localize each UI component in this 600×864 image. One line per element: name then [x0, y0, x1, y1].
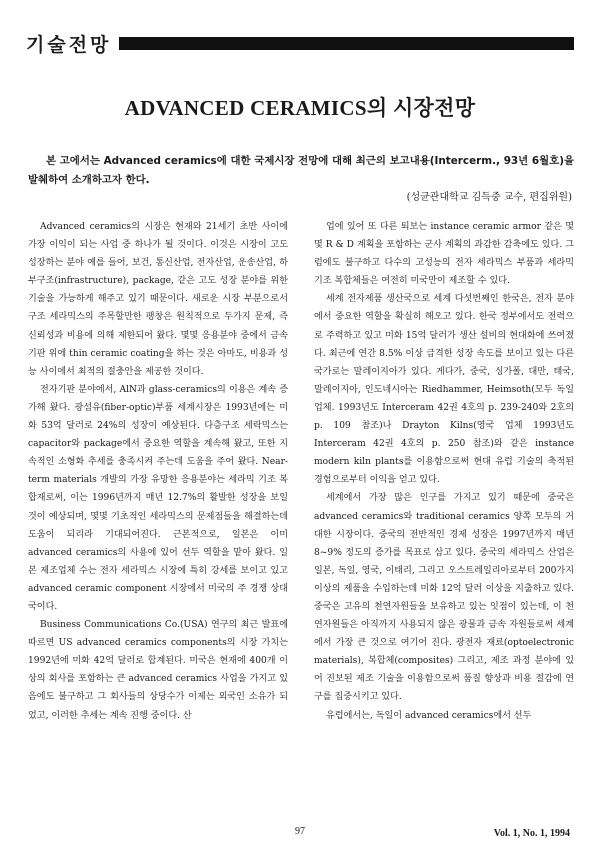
article-intro: 본 고에서는 Advanced ceramics에 대한 국제시장 전망에 대해 최근의 보고내용(Intercerm., 93년 6월호)을 발췌하여 소개하고자 한다. [28, 155, 574, 186]
volume-info: Vol. 1, No. 1, 1994 [493, 828, 570, 839]
body-paragraph: Business Communications Co.(USA) 연구의 최근 발표에 따르면 US advanced ceramics components의 시장 가치는 1992년에 미화 42억 달러로 합계된다. 미국은 현재에 400개 이상의 회사를 포함하는 큰 advanced ceramics 사업을 가지고 있음에도 불구하고 그 회사들의 상당수가 이제는 외국인 소유가 되었고, 이러한 추세는 계속 진행 중이다. 산 [28, 620, 288, 721]
section-header [26, 32, 574, 54]
body-paragraph: 유럽에서는, 독일이 advanced ceramics에서 선두 [326, 710, 532, 721]
right-column [314, 218, 574, 725]
page-footer [0, 826, 600, 846]
header-rule-bar [119, 37, 574, 50]
article-title: ADVANCED CERAMICS의 시장전망 [124, 96, 476, 120]
left-column [28, 218, 288, 725]
body-paragraph: 세계에서 가장 많은 인구를 가지고 있기 때문에 중국은 advanced ceramics와 traditional ceramics 양쪽 모두의 거대한 시장이다. 중국의 전반적인 경제 성장은 1997년까지 매년 8~9% 정도의 증가를 목표로 삼고 있다. 중국의 세라믹스 산업은 일본, 독일, 영국, 이태리, 그리고 오스트레일리아로부터 200가지 이상의 제품을 수입하는데 미화 12억 달러 이상을 지출하고 있다. 중국은 고유의 천연자원들을 보유하고 있는 잇점이 있는데, 이 천연자원들은 아직까지 사용되지 않은 광물과 금속 자원들로써 세계에서 가장 큰 것으로 여기어 진다. 광전자 재료(optoelectronic materials), 복합체(composites) 그리고, 제조 과정 분야에 있어 진보된 제조 기술을 이용함으로써 품질 향상과 비용 절감에 연구를 집중시키고 있다. [314, 493, 574, 703]
body-paragraph: 세계 전자제품 생산국으로 세계 다섯번째인 한국은, 전자 분야에서 중요한 역할을 확실히 해오고 있다. 한국 정부에서도 전력으로 주력하고 있고 미화 15억 달러가 생산 설비의 현대화에 쓰여졌다. 최근에 연간 8.5% 이상 급격한 성장 속도를 보이고 있는 다른 국가로는 말레이지아가 있다. 게다가, 중국, 싱가폴, 대만, 태국, 말레이지아, 인도네시아는 Riedhammer, Heimsoth(모두 독일 업체. 1993년도 Interceram 42권 4호의 p. 239-240와 2호의 p. 109 참조)나 Drayton Kilns(영국 업체 1993년도 Interceram 42권 4호의 p. 250 참조)와 같은 instance modern kiln plants를 이용함으로써 현대 유럽 기술의 축적된 경험으로부터 이익을 얻고 있다. [314, 294, 574, 486]
body-paragraph: Advanced ceramics의 시장은 현재와 21세기 초반 사이에 가장 이익이 되는 사업 중 하나가 될 것이다. 이것은 시장이 고도 성장하는 분야 예를 들어, 보건, 통신산업, 전자산업, 운송산업, 하부구조(infrastructure), package, 같은 고도 성장 분야를 위한 기술을 가능하게 해주고 있기 때문이다. 새로운 시장 부분으로서 구조 세라믹스의 주목할만한 팽창은 원칙적으로 두가지 문제, 즉 신뢰성과 비용에 의해 제한되어 왔다. 몇몇 응용분야 중에서 금속 기판 위에 thin ceramic coating을 하는 것은 아마도, 비용과 성능 사이에서 최적의 절충안을 제공한 것이다. [28, 222, 288, 377]
page-number: 97 [295, 826, 305, 837]
section-label: 기술전망 [26, 33, 112, 56]
body-paragraph: 전자기판 분야에서, AlN과 glass-ceramics의 이용은 계속 증가해 왔다. 광섬유(fiber-optic)부품 세계시장은 1993년에는 미화 53억 달러로 24%의 성장이 예상된다. 다층구조 세락믹스는 capacitor와 package에서 중요한 역할을 계속해 왔고, 또한 지속적인 소형화 추세를 충족시켜 주는데 도움을 주어 왔다. Near-term materials 개발의 가장 유망한 응용분야는 세라믹 기조 복합재로써, 이는 1996년까지 매년 12.7%의 활발한 성장을 보일 것이 예상되며, 몇몇 기초적인 세라믹스의 문제점들을 해결하는데 도움이 되리라 기대되어진다. 근본적으로, 일본은 이미 advanced ceramics의 사용에 있어 선두 역할을 맡아 왔다. 일본 제조업체 수는 전자 세라믹스 시장에 특히 강세를 보이고 있고 advanced ceramic component 시장에서 미국의 주 경쟁 상대국이다. [28, 384, 288, 612]
body-paragraph: 업에 있어 또 다른 퇴보는 instance ceramic armor 같은 몇몇 R & D 계획을 포함하는 군사 계획의 과감한 감축에도 있다. 그럼에도 불구하고 다수의 고성능의 전자 세라믹스 부품과 세라믹 기조 복합체들은 여전히 미국만이 제조할 수 있다. [314, 222, 574, 287]
author-line: (성균관대학교 김득중 교수, 편집위원) [406, 192, 572, 203]
